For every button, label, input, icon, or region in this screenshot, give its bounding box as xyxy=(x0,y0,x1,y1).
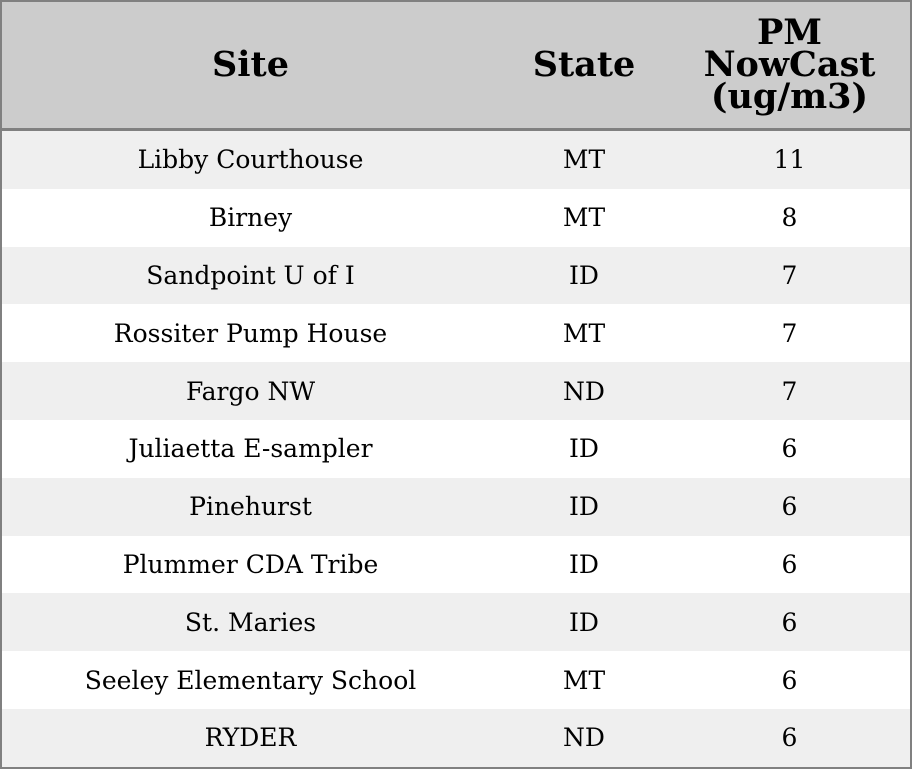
state-cell: ID xyxy=(569,434,599,464)
pm-cell: 6 xyxy=(781,607,798,637)
state-cell: MT xyxy=(562,203,606,233)
table-body xyxy=(2,131,910,767)
pm-cell: 7 xyxy=(781,260,798,290)
table-row xyxy=(2,536,910,594)
site-cell: Seeley Elementary School xyxy=(84,665,417,695)
header-pm-nowcast xyxy=(669,2,910,128)
table-row xyxy=(2,189,910,247)
table-row xyxy=(2,131,910,189)
state-cell: ID xyxy=(569,607,599,637)
pm-cell: 6 xyxy=(781,665,798,695)
table-row xyxy=(2,304,910,362)
pm-cell: 7 xyxy=(781,376,798,406)
site-cell: St. Maries xyxy=(184,607,317,637)
site-cell: Sandpoint U of I xyxy=(146,260,355,290)
table-header xyxy=(2,2,910,131)
site-cell: Fargo NW xyxy=(185,376,316,406)
table-row xyxy=(2,478,910,536)
state-cell: MT xyxy=(562,665,606,695)
pm-cell: 6 xyxy=(781,434,798,464)
state-cell: MT xyxy=(562,318,606,348)
state-cell: ID xyxy=(569,492,599,522)
table-row xyxy=(2,362,910,420)
pm-cell: 11 xyxy=(773,145,806,175)
state-cell: ID xyxy=(569,549,599,579)
pm-cell: 6 xyxy=(781,549,798,579)
header-pm-line1: PM xyxy=(756,12,823,53)
site-cell: Libby Courthouse xyxy=(137,145,364,175)
pm-cell: 6 xyxy=(781,492,798,522)
pm-cell: 7 xyxy=(781,318,798,348)
table-row xyxy=(2,247,910,305)
table-row xyxy=(2,651,910,709)
header-site: Site xyxy=(211,44,289,85)
table-row xyxy=(2,709,910,767)
pm-cell: 8 xyxy=(781,203,798,233)
site-cell: Pinehurst xyxy=(189,492,312,522)
header-pm-line3: (ug/m3) xyxy=(710,76,869,117)
site-cell: Juliaetta E-sampler xyxy=(128,434,373,464)
table-row xyxy=(2,593,910,651)
header-state: State xyxy=(532,44,636,85)
site-cell: Birney xyxy=(208,203,293,233)
site-cell: Rossiter Pump House xyxy=(113,318,388,348)
state-cell: ND xyxy=(563,376,605,406)
pm-cell: 6 xyxy=(781,723,798,753)
state-cell: ID xyxy=(569,260,599,290)
state-cell: MT xyxy=(562,145,606,175)
state-cell: ND xyxy=(563,723,605,753)
site-cell: Plummer CDA Tribe xyxy=(122,549,379,579)
site-cell: RYDER xyxy=(204,723,297,753)
table-row xyxy=(2,420,910,478)
header-pm-line2: NowCast xyxy=(703,44,876,85)
